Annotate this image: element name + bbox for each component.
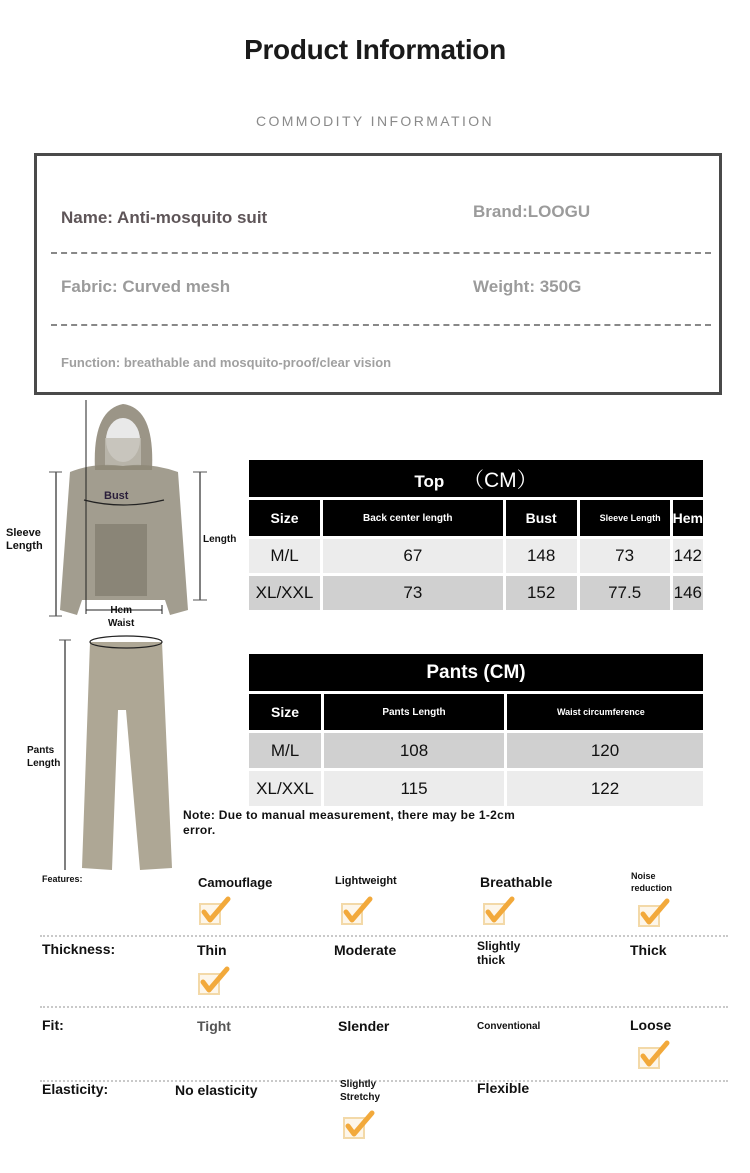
cell-bust: 148 — [506, 539, 577, 573]
option-tight: Tight — [197, 1018, 231, 1034]
top-header-bust: Bust — [506, 500, 577, 536]
top-table-unit: （CM） — [462, 468, 538, 492]
option-conventional: Conventional — [477, 1021, 541, 1032]
info-weight: Weight: 350G — [473, 277, 582, 296]
hooded-top-illustration — [0, 400, 245, 630]
info-function: Function: breathable and mosquito-proof/clear vision — [61, 355, 392, 370]
checkmark-icon — [637, 898, 671, 933]
cell-size: XL/XXL — [249, 576, 320, 610]
hem-waist-label — [108, 604, 134, 630]
checkmark-icon — [637, 1040, 671, 1075]
pants-table-title: Pants (CM) — [249, 654, 703, 691]
cell-back-center-length: 67 — [323, 539, 503, 573]
pants-header-waist-circumference: Waist circumference — [507, 694, 703, 730]
info-brand: Brand:LOOGU — [473, 202, 591, 221]
pants-size-table — [246, 651, 706, 809]
pants-length-label-line1: Pants — [27, 745, 55, 756]
cell-size: XL/XXL — [249, 771, 321, 806]
pants-table-row — [249, 771, 703, 806]
cell-waist: 122 — [507, 771, 703, 806]
option-slightly-thick: Slightly thick — [477, 939, 521, 967]
checkmark-icon — [340, 896, 374, 931]
option-slender: Slender — [338, 1018, 390, 1034]
checkmark-icon — [197, 966, 231, 1001]
option-thick: Thick — [630, 942, 667, 958]
top-header-hem: Hem — [673, 500, 703, 536]
info-name: Name: Anti-mosquito suit — [61, 208, 268, 227]
top-diagram — [0, 400, 245, 630]
option-moderate: Moderate — [334, 942, 397, 958]
option-breathable: Breathable — [480, 874, 553, 890]
pants-length-label-line2: Length — [27, 758, 61, 769]
cell-back-center-length: 73 — [323, 576, 503, 610]
top-table-row — [249, 576, 703, 610]
top-table-title — [249, 460, 703, 497]
cell-bust: 152 — [506, 576, 577, 610]
cell-hem: 142 — [673, 539, 703, 573]
top-size-table — [246, 457, 706, 613]
option-lightweight: Lightweight — [335, 875, 397, 887]
cell-hem: 146 — [673, 576, 703, 610]
hem-label: Hem — [110, 605, 132, 616]
pants-table-row — [249, 733, 703, 768]
sleeve-length-label — [6, 527, 43, 553]
option-thin: Thin — [197, 942, 227, 958]
option-camouflage: Camouflage — [198, 875, 273, 890]
dotted-divider — [40, 935, 728, 937]
cell-sleeve-length: 73 — [580, 539, 670, 573]
option-loose: Loose — [630, 1017, 672, 1033]
top-header-back-center-length: Back center length — [323, 500, 503, 536]
option-flexible: Flexible — [477, 1080, 530, 1096]
page-subtitle: COMMODITY INFORMATION — [255, 113, 495, 129]
cell-size: M/L — [249, 733, 321, 768]
option-slightly-stretchy: Slightly Stretchy — [340, 1079, 381, 1103]
top-header-sleeve-length: Sleeve Length — [580, 500, 670, 536]
sleeve-length-label-line2: Length — [6, 540, 43, 552]
cell-pants-length: 108 — [324, 733, 504, 768]
pants-diagram — [0, 630, 245, 875]
info-fabric: Fabric: Curved mesh — [61, 277, 231, 296]
dotted-divider — [40, 1006, 728, 1008]
checkmark-icon — [342, 1110, 376, 1145]
elasticity-label: Elasticity: — [42, 1081, 109, 1097]
checkmark-icon — [198, 896, 232, 931]
cell-sleeve-length: 77.5 — [580, 576, 670, 610]
sleeve-length-label-line1: Sleeve — [6, 527, 41, 539]
fit-label: Fit: — [42, 1017, 64, 1033]
top-table-title-text: Top — [414, 471, 445, 491]
option-noise-reduction: Noise reduction — [631, 871, 673, 893]
bust-label: Bust — [104, 490, 129, 502]
length-label: Length — [203, 534, 237, 545]
measurement-note: Note: Due to manual measurement, there may be 1-2cm error. — [183, 808, 516, 837]
page-title: Product Information — [244, 34, 506, 65]
option-no-elasticity: No elasticity — [175, 1082, 258, 1098]
thickness-label: Thickness: — [42, 941, 116, 957]
commodity-info-box — [34, 153, 722, 395]
attributes-section — [0, 860, 750, 1173]
top-table-row — [249, 539, 703, 573]
features-label: Features: — [42, 874, 83, 884]
divider — [51, 252, 711, 254]
divider — [51, 324, 711, 326]
checkmark-icon — [482, 896, 516, 931]
waist-label: Waist — [108, 618, 135, 629]
cell-waist: 120 — [507, 733, 703, 768]
cell-pants-length: 115 — [324, 771, 504, 806]
top-header-size: Size — [249, 500, 320, 536]
pants-header-size: Size — [249, 694, 321, 730]
pants-length-label — [27, 744, 60, 770]
pants-header-pants-length: Pants Length — [324, 694, 504, 730]
cell-size: M/L — [249, 539, 320, 573]
